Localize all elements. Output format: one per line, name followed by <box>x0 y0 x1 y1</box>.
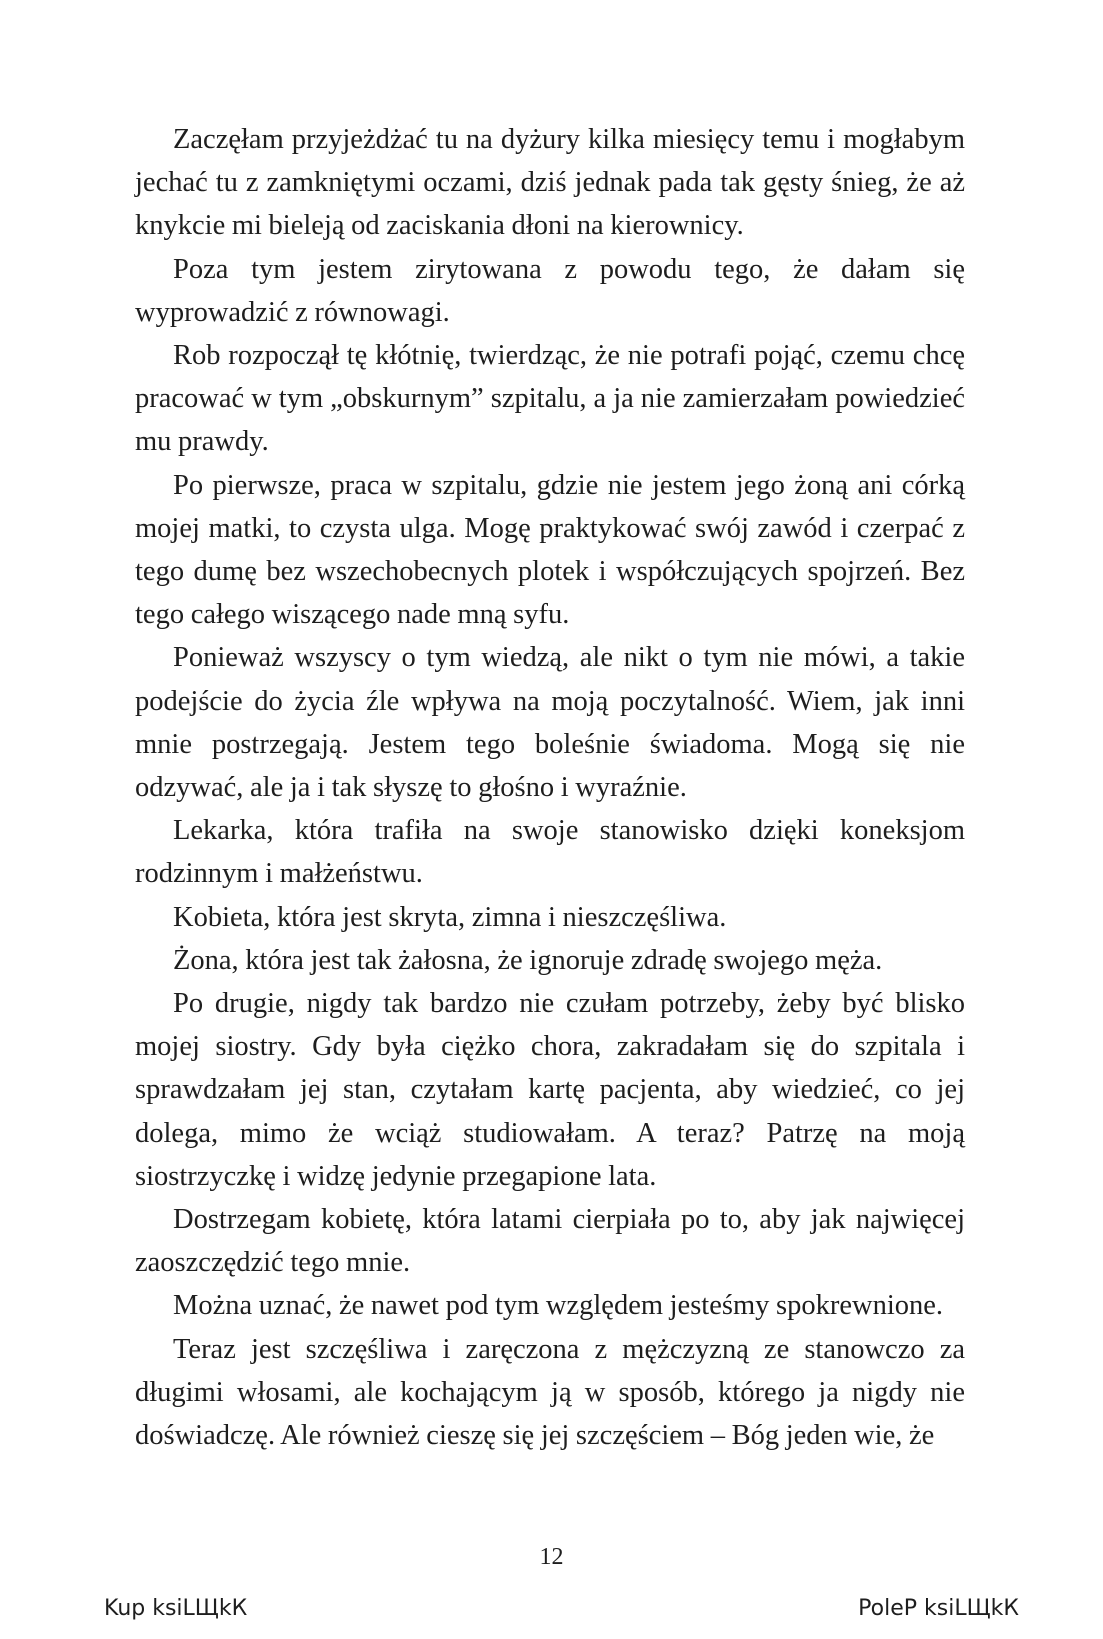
page-number: 12 <box>539 1544 564 1570</box>
paragraph-9: Po drugie, nigdy tak bardzo nie czułam potrzeby, żeby być blisko mojej siostry. Gdy była ciężko chora, zakradałam się do szpitala i sprawdzałam jej stan, czytałam kartę pacjenta, aby wiedzieć, co jej dolega, mimo że wciąż studiowałam. A teraz? Patrzę na moją siostrzyczkę i widzę jedynie przegapione lata. <box>135 988 965 1192</box>
paragraph-12: Teraz jest szczęśliwa i zaręczona z mężczyzną ze stanowczo za długimi włosami, ale kochającym ją w sposób, którego ja nigdy nie doświadczę. Ale również cieszę się jej szczęściem – Bóg jeden wie, że <box>135 1333 965 1452</box>
book-text <box>135 118 965 1457</box>
buy-book-link[interactable]: Kup ksiLЩkК <box>104 1596 248 1621</box>
recommend-book-link[interactable]: PoleP ksiLЩkК <box>858 1596 1019 1621</box>
paragraph-2: Poza tym jestem zirytowana z powodu tego, że dałam się wyprowadzić z równowagi. <box>135 253 965 328</box>
paragraph-3: Rob rozpoczął tę kłótnię, twierdząc, że nie potrafi pojąć, czemu chcę pracować w tym „obskurnym” szpitalu, a ja nie zamierzałam powiedzieć mu prawdy. <box>135 340 965 458</box>
paragraph-5: Ponieważ wszyscy o tym wiedzą, ale nikt o tym nie mówi, a takie podejście do życia źle wpływa na moją poczytalność. Wiem, jak inni mnie postrzegają. Jestem tego boleśnie świadoma. Mogą się nie odzywać, ale ja i tak słyszę to głośno i wyraźnie. <box>135 642 965 804</box>
paragraph-10: Dostrzegam kobietę, która latami cierpiała po to, aby jak najwięcej zaoszczędzić tego mnie. <box>135 1204 965 1279</box>
paragraph-7: Kobieta, która jest skryta, zimna i nieszczęśliwa. <box>173 901 727 933</box>
paragraph-8: Żona, która jest tak żałosna, że ignoruje zdradę swojego męża. <box>173 944 883 976</box>
paragraph-11: Można uznać, że nawet pod tym względem jesteśmy spokrewnione. <box>173 1290 944 1322</box>
paragraph-1: Zaczęłam przyjeżdżać tu na dyżury kilka miesięcy temu i mogłabym jechać tu z zamkniętymi oczami, dziś jednak pada tak gęsty śnieg, że aż knykcie mi bieleją od zaciskania dłoni na kierownicy. <box>135 124 965 242</box>
paragraph-4: Po pierwsze, praca w szpitalu, gdzie nie jestem jego żoną ani córką mojej matki, to czysta ulga. Mogę praktykować swój zawód i czerpać z tego dumę bez wszechobecnych plotek i współczujących spojrzeń. Bez tego całego wiszącego nade mną syfu. <box>135 469 965 631</box>
paragraph-6: Lekarka, która trafiła na swoje stanowisko dzięki koneksjom rodzinnym i małżeństwu. <box>135 815 965 890</box>
